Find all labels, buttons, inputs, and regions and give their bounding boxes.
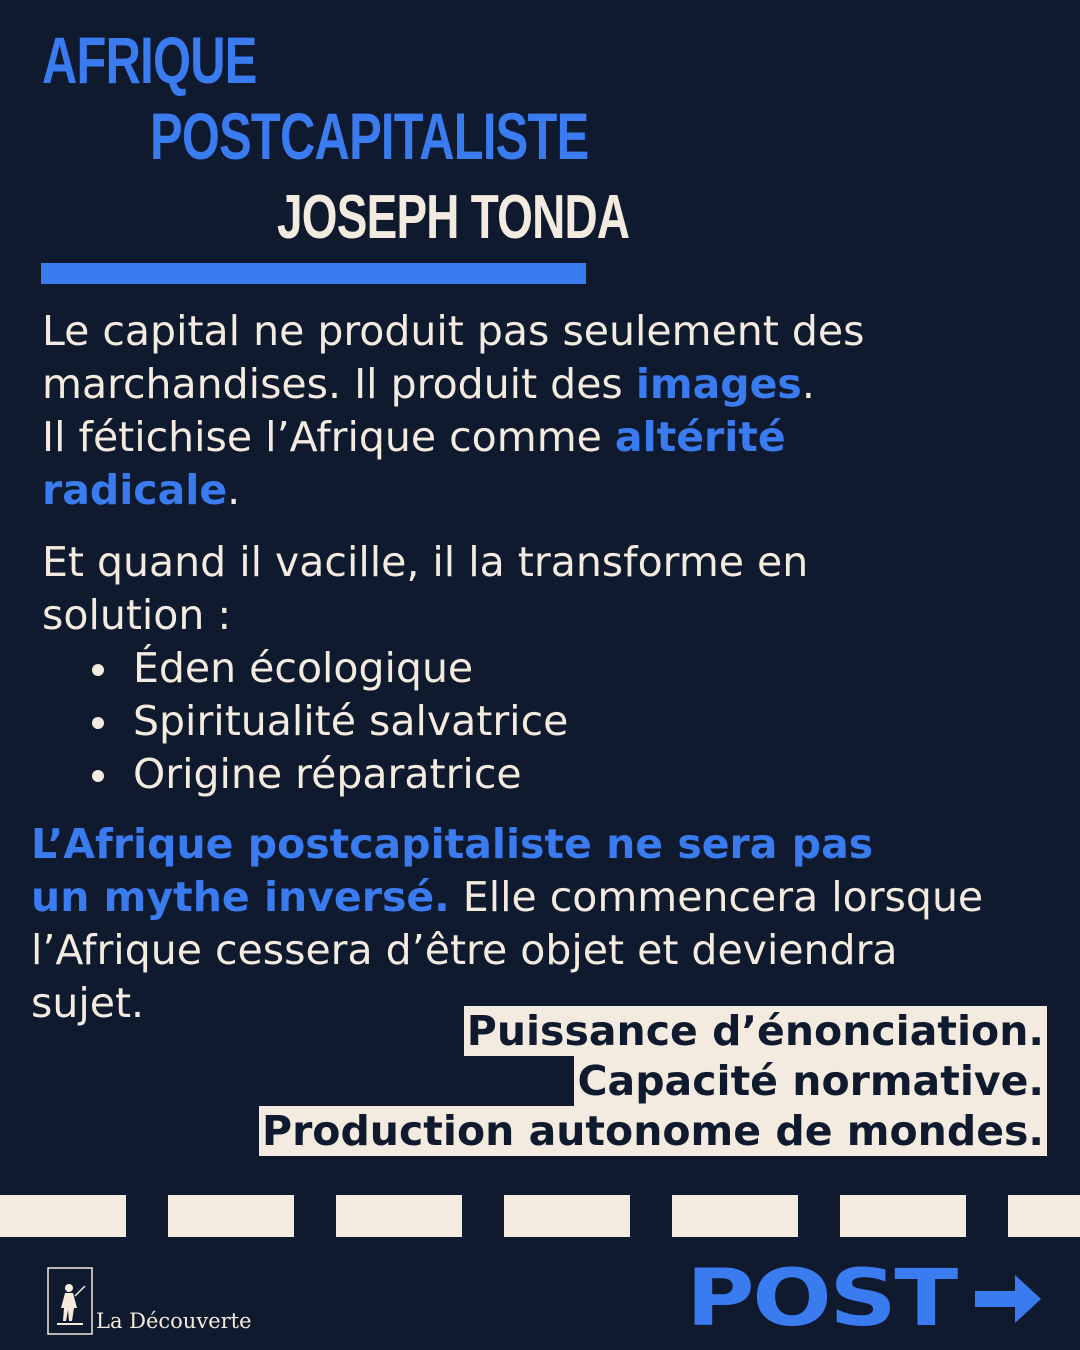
text-span: . (801, 360, 815, 408)
publisher-name: La Découverte (96, 1309, 252, 1333)
paragraph-line: sujet. (31, 979, 145, 1027)
paragraph-line: solution : (42, 591, 232, 639)
paragraph-solution (42, 536, 808, 642)
title-line-2: POSTCAPITALISTE (150, 99, 589, 173)
dash (168, 1195, 294, 1237)
list-item: Spiritualité salvatrice (90, 695, 568, 748)
dash (840, 1195, 966, 1237)
arrow-right-icon (975, 1271, 1043, 1327)
highlight-images: images (635, 360, 802, 408)
paragraph-capital (42, 305, 865, 517)
highlight-line: L’Afrique postcapitaliste ne sera pas (31, 820, 874, 868)
tag-capacite: Capacité normative. (574, 1056, 1047, 1106)
paragraph-line: Le capital ne produit pas seulement des (42, 307, 865, 355)
dash (0, 1195, 126, 1237)
dashed-divider (0, 1195, 1080, 1237)
text-span: . (227, 466, 241, 514)
dash (672, 1195, 798, 1237)
solution-list (90, 642, 568, 801)
brand-post: POST (686, 1254, 956, 1344)
paragraph-line (42, 358, 865, 411)
tag-puissance: Puissance d’énonciation. (464, 1006, 1047, 1056)
paragraph-line (31, 871, 983, 924)
publisher-logo-icon (47, 1266, 93, 1336)
dash (504, 1195, 630, 1237)
tag-stack (259, 1006, 1047, 1156)
list-item: Éden écologique (90, 642, 568, 695)
text-span: Il fétichise l’Afrique comme (42, 413, 615, 461)
paragraph-line: l’Afrique cessera d’être objet et deviendra (31, 926, 898, 974)
author-name: JOSEPH TONDA (277, 183, 630, 252)
highlight-radicale: radicale (42, 466, 228, 514)
dash (336, 1195, 462, 1237)
highlight-mythe: un mythe inversé. (31, 873, 450, 921)
highlight-alterite: altérité (614, 413, 786, 461)
title-underline (41, 263, 586, 284)
title-line-1: AFRIQUE (42, 23, 257, 97)
dash (1008, 1195, 1080, 1237)
tag-production: Production autonome de mondes. (259, 1106, 1047, 1156)
paragraph-line (42, 464, 865, 517)
list-item: Origine réparatrice (90, 748, 568, 801)
paragraph-line (42, 411, 865, 464)
paragraph-conclusion (31, 818, 983, 1030)
text-span: Elle commencera lorsque (449, 873, 984, 921)
text-span: marchandises. Il produit des (42, 360, 636, 408)
paragraph-line: Et quand il vacille, il la transforme en (42, 538, 809, 586)
